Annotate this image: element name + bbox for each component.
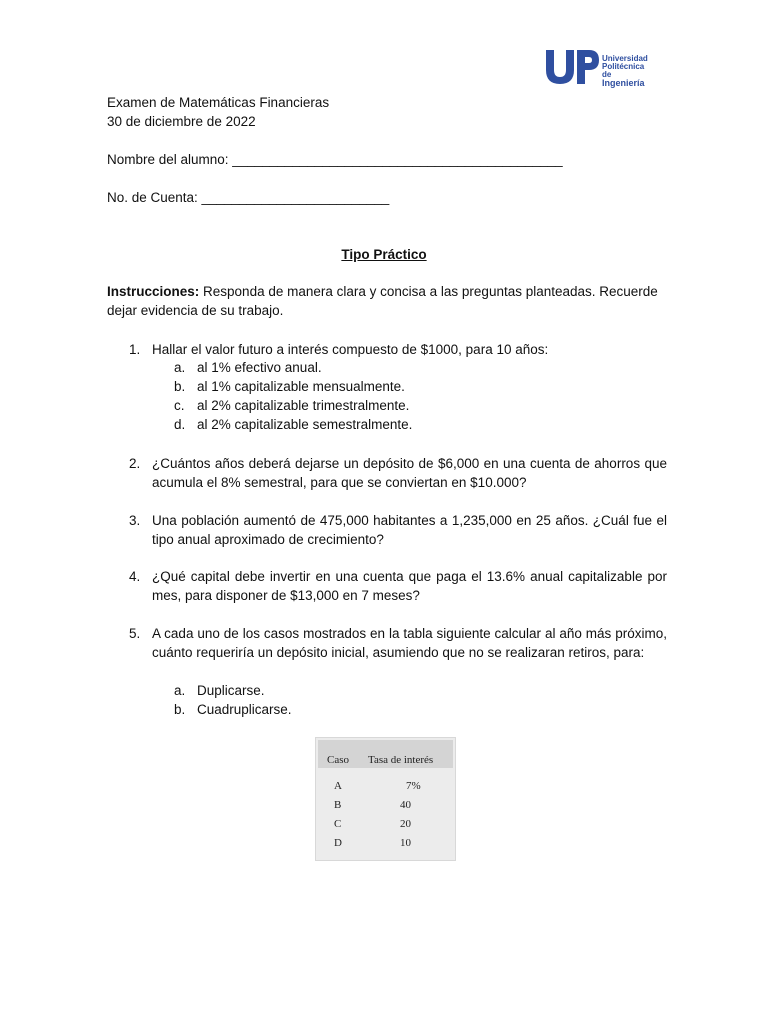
- university-logo: [544, 46, 654, 86]
- question-number: 3.: [129, 513, 141, 528]
- table-cell-rate: 7%: [406, 780, 421, 792]
- table-cell-rate: 20: [400, 818, 411, 830]
- upi-logo-icon: [544, 46, 602, 86]
- university-name: [602, 55, 654, 87]
- table-cell-rate: 40: [400, 799, 411, 811]
- exam-title: Examen de Matemáticas Financieras: [107, 95, 330, 110]
- question-number: 2.: [129, 456, 141, 471]
- option-letter: a.: [174, 683, 186, 698]
- instructions: [107, 282, 661, 320]
- instructions-text: Responda de manera clara y concisa a las preguntas planteadas. Recuerde dejar evidencia de su trabajo.: [107, 284, 658, 318]
- table-cell-case: C: [334, 818, 342, 830]
- table-cell-rate: 10: [400, 837, 411, 849]
- account-number-field: No. de Cuenta: _________________________: [107, 190, 390, 205]
- option-letter: d.: [174, 417, 186, 432]
- logo-line-3: Ingeniería: [602, 78, 645, 88]
- option-letter: c.: [174, 398, 185, 413]
- table-header-rate: Tasa de interés: [368, 754, 434, 766]
- option-text: Duplicarse.: [197, 683, 265, 698]
- option-letter: a.: [174, 360, 186, 375]
- exam-date: 30 de diciembre de 2022: [107, 114, 256, 129]
- question-text: A cada uno de los casos mostrados en la tabla siguiente calcular al año más próximo, cuánto requeriría un depósito inicial, asumiendo que no se realizaran retiros, para:: [152, 626, 667, 660]
- option-text: al 2% capitalizable semestralmente.: [197, 417, 413, 432]
- question-number: 4.: [129, 569, 141, 584]
- question-number: 5.: [129, 626, 141, 641]
- question-number: 1.: [129, 342, 141, 357]
- table-header-case: Caso: [327, 754, 349, 766]
- option-text: al 1% efectivo anual.: [197, 360, 322, 375]
- option-letter: b.: [174, 702, 186, 717]
- option-text: Cuadruplicarse.: [197, 702, 292, 717]
- option-letter: b.: [174, 379, 186, 394]
- table-cell-case: A: [334, 780, 342, 792]
- question-text: ¿Cuántos años deberá dejarse un depósito de $6,000 en una cuenta de ahorros que acumula el 8% semestral, para que se conviertan en $10.000?: [152, 456, 667, 490]
- table-cell-case: B: [334, 799, 342, 811]
- question-text: ¿Qué capital debe invertir en una cuenta que paga el 13.6% anual capitalizable por mes, para disponer de $13,000 en 7 meses?: [152, 569, 667, 603]
- section-title: Tipo Práctico: [341, 247, 427, 262]
- option-text: al 2% capitalizable trimestralmente.: [197, 398, 410, 413]
- exam-header: [107, 93, 329, 131]
- instructions-label: Instrucciones:: [107, 284, 200, 299]
- student-name-field: Nombre del alumno: ____________________________________________: [107, 152, 563, 167]
- interest-rate-table: [315, 737, 456, 861]
- table-cell-case: D: [334, 837, 342, 849]
- logo-line-1: Universidad: [602, 54, 648, 63]
- logo-line-2: Politécnica de: [602, 62, 645, 79]
- question-text: Una población aumentó de 475,000 habitantes a 1,235,000 en 25 años. ¿Cuál fue el tipo anual aproximado de crecimiento?: [152, 513, 667, 547]
- question-text: Hallar el valor futuro a interés compuesto de $1000, para 10 años:: [152, 342, 549, 357]
- option-text: al 1% capitalizable mensualmente.: [197, 379, 405, 394]
